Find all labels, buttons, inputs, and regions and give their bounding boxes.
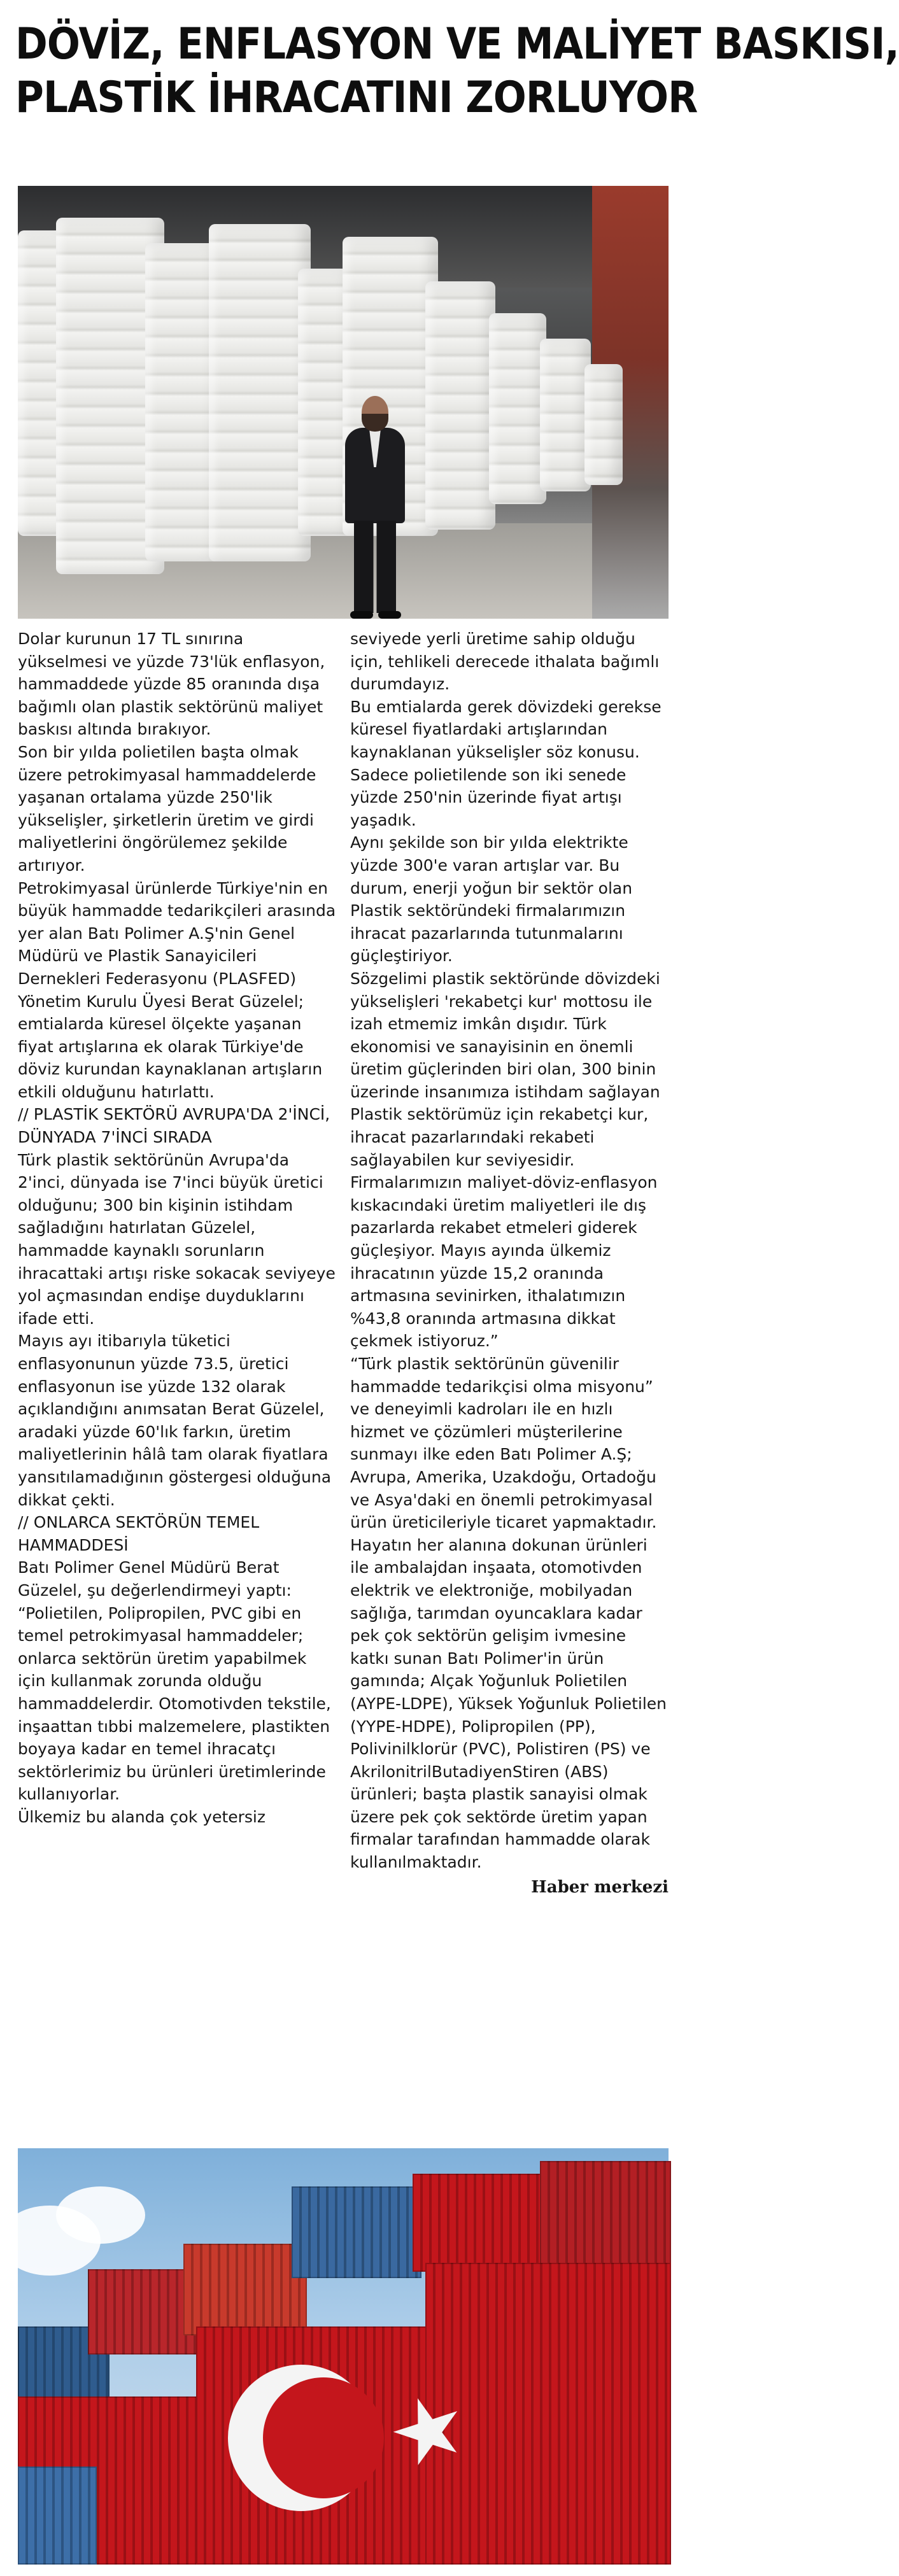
subheading: // ONLARCA SEKTÖRÜN TEMEL HAMMADDESİ — [18, 1513, 260, 1554]
headline — [15, 18, 899, 125]
byline: Haber merkezi — [531, 1877, 669, 1897]
left-column — [18, 628, 336, 1899]
paragraph: Mayıs ayı itibarıyla tüketici enflasyonunun yüzde 73.5, üretici enflasyonun ise yüzde 132 olarak açıklandığını anımsatan Berat Güzelel, aradaki yüzde 60'lık farkın, üretim maliyetlerinin hâlâ tam olarak fiyatlara yansıtılamadığının göstergesi olduğuna dikkat çekti. — [18, 1332, 332, 1509]
paragraph: Bu emtialarda gerek dövizdeki gerekse küresel fiyatlardaki artışlarından kaynaklanan yükselişler söz konusu. Sadece polietilende son iki senede yüzde 250'nin üzerinde fiyat artışı yaşadık. — [350, 697, 662, 829]
paragraph: Petrokimyasal ürünlerde Türkiye'nin en büyük hammadde tedarikçileri arasında yer alan Batı Polimer A.Ş'nin Genel Müdürü ve Plastik Sanayicileri Dernekleri Federasyonu (PLASFED) Yönetim Kurulu Üyesi Berat Güzelel; emtialarda küresel ölçekte yaşanan fiyat artışlarına ek olarak Türkiye'de döviz kurundan kaynaklanan artışların etkili olduğunu hatırlattı. — [18, 878, 336, 1101]
paragraph: Sözgelimi plastik sektöründe dövizdeki yükselişleri 'rekabetçi kur' mottosu ile izah etmemiz imkân dışıdır. Türk ekonomisi ve sanayisinin en önemli üretim güçlerinden biri olan, 300 binin üzerinde insanımıza istihdam sağlayan Plastik sektörümüz için rekabetçi kur, ihracat pazarlarındaki rekabeti sağlayabilen kur seviyesidir. Firmalarımızın maliyet-döviz-enflasyon kıskacındaki üretim maliyetleri ile dış pazarlarda rekabet etmeleri giderek güçleşiyor. Mayıs ayında ülkemiz ihracatının yüzde 15,2 oranında artmasına sevinirken, ithalatımızın %43,8 oranında artmasına dikkat çekmek istiyoruz.” — [350, 969, 660, 1351]
paragraph: “Türk plastik sektörünün güvenilir hammadde tedarikçisi olma misyonu” ve deneyimli kadroları ile en hızlı hizmet ve çözümleri müşterilerine sunmayı ilke eden Batı Polimer A.Ş; Avrupa, Amerika, Uzakdoğu, Ortadoğu ve Asya'daki en önemli petrokimyasal ürün üreticileriyle ticaret yapmaktadır. Hayatın her alanına dokunan ürünleri ile ambalajdan inşaata, otomotivden elektrik ve elektroniğe, mobilyadan sağlığa, tarımdan oyuncaklara kadar pek çok sektörün gelişim ivmesine katkı sunan Batı Polimer'in ürün gamında; Alçak Yoğunluk Polietilen (AYPE-LDPE), Yüksek Yoğunluk Polietilen (YYPE-HDPE), Polipropilen (PP), Polivinilklorür (PVC), Polistiren (PS) ve AkrilonitrilButadiyenStiren (ABS) ürünleri; başta plastik sanayisi olmak üzere pek çok sektörde üretim yapan firmalar tarafından hammadde olarak kullanılmaktadır. — [350, 1355, 667, 1872]
executive-figure — [336, 396, 413, 619]
headline-line-2: PLASTİK İHRACATINI ZORLUYOR — [15, 73, 698, 123]
paragraph: seviyede yerli üretime sahip olduğu için, tehlikeli derecede ithalata bağımlı durumdayız. — [350, 630, 660, 694]
paragraph: Ülkemiz bu alanda çok yetersiz — [18, 1807, 266, 1826]
right-column — [350, 628, 669, 1899]
paragraph: Dolar kurunun 17 TL sınırına yükselmesi ve yüzde 73'lük enflasyon, hammaddede yüzde 85 oranında dışa bağımlı olan plastik sektörünü maliyet baskısı altında bırakıyor. — [18, 630, 325, 739]
subheading: // PLASTİK SEKTÖRÜ AVRUPA'DA 2'İNCİ, DÜNYADA 7'İNCİ SIRADA — [18, 1105, 330, 1147]
paragraph: Son bir yılda polietilen başta olmak üzere petrokimyasal hammaddelerde yaşanan ortalama yüzde 250'lik yükselişler, şirketlerin üretim ve girdi maliyetlerini öngörülemez şekilde artırıyor. — [18, 742, 316, 875]
warehouse-photo — [18, 186, 669, 619]
headline-line-1: DÖVİZ, ENFLASYON VE MALİYET BASKISI, — [15, 19, 899, 69]
quote-paragraph: “Polietilen, Polipropilen, PVC gibi en temel petrokimyasal hammaddeler; onlarca sektörün üretim yapabilmek için kullanmak zorunda olduğu hammaddelerdir. Otomotivden tekstile, inşaattan tıbbi malzemelere, plastikten boyaya kadar en temel ihracatçı sektörlerimiz bu ürünleri üretimlerinde kullanıyorlar. — [18, 1603, 331, 1804]
article-body — [18, 628, 669, 1899]
paragraph: Türk plastik sektörünün Avrupa'da 2'inci, dünyada ise 7'inci büyük üretici olduğunu; 300 bin kişinin istihdam sağladığını hatırlatan Güzelel, hammadde kaynaklı sorunların ihracattaki artışı riske sokacak seviyeye yol açmasından endişe duyduklarını ifade etti. — [18, 1150, 336, 1328]
containers-flag-photo — [18, 2148, 669, 2562]
paragraph: Batı Polimer Genel Müdürü Berat Güzelel, şu değerlendirmeyi yaptı: — [18, 1558, 292, 1600]
paragraph: Aynı şekilde son bir yılda elektrikte yüzde 300'e varan artışlar var. Bu durum, enerji yoğun bir sektör olan Plastik sektöründeki firmalarımızın ihracat pazarlarında tutunmalarını güçleştiriyor. — [350, 833, 633, 966]
